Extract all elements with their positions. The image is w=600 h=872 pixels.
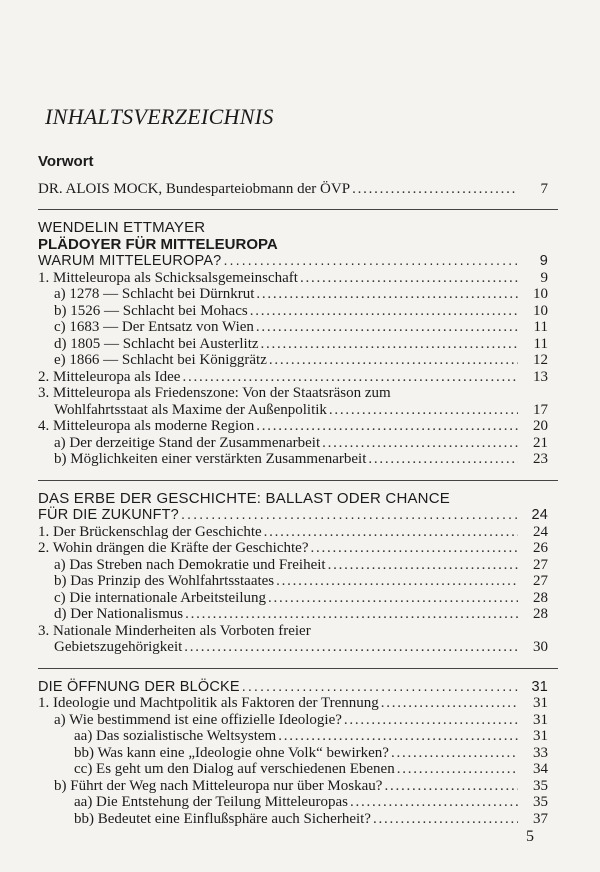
toc-entry-line: 3. Nationale Minderheiten als Vorboten freier <box>38 622 311 639</box>
toc-entry: aa) Die Entstehung der Teilung Mitteleuropas . . . 35 <box>38 794 548 811</box>
toc-entry: c) Die internationale Arbeitsteilung . . . 28 <box>38 590 548 607</box>
toc-entry: 1. Ideologie und Machtpolitik als Faktoren der Trennung . . . 31 <box>38 695 548 712</box>
toc-entry: a) Der derzeitige Stand der Zusammenarbeit . . . 21 <box>38 435 548 452</box>
toc-entry: a) Das Streben nach Demokratie und Freiheit . . . 27 <box>38 557 548 574</box>
toc-entry: c) 1683 — Der Entsatz von Wien . . . 11 <box>38 319 548 336</box>
toc-entry: 4. Mitteleuropa als moderne Region . . . 20 <box>38 418 548 435</box>
divider <box>38 480 558 481</box>
toc-entry: Gebietszugehörigkeit . . . 30 <box>38 639 548 656</box>
toc-entry: a) 1278 — Schlacht bei Dürnkrut . . . 10 <box>38 286 548 303</box>
toc-entry-chapter: WARUM MITTELEUROPA? . . . 9 <box>38 253 548 270</box>
toc-entry: b) Möglichkeiten einer verstärkten Zusammenarbeit . . . 23 <box>38 451 548 468</box>
divider <box>38 668 558 669</box>
toc-entry: b) Führt der Weg nach Mitteleuropa nur über Moskau? . . . 35 <box>38 778 548 795</box>
toc-entry-line: 3. Mitteleuropa als Friedenszone: Von der Staatsräson zum <box>38 385 391 401</box>
toc-entry: 2. Mitteleuropa als Idee . . . 13 <box>38 369 548 386</box>
toc-heading: INHALTSVERZEICHNIS <box>45 104 274 129</box>
toc-entry: b) Das Prinzip des Wohlfahrtsstaates . . . 27 <box>38 573 548 590</box>
toc-entry: d) Der Nationalismus . . . 28 <box>38 606 548 623</box>
toc-entry: 2. Wohin drängen die Kräfte der Geschichte? . . . 26 <box>38 540 548 557</box>
toc-entry: bb) Was kann eine „Ideologie ohne Volk“ bewirken? . . . 33 <box>38 745 548 762</box>
toc-entry: Wohlfahrtsstaat als Maxime der Außenpolitik . . . 17 <box>38 402 548 419</box>
vorwort-title: Vorwort <box>38 153 94 170</box>
toc-entry-chapter: DIE ÖFFNUNG DER BLÖCKE . . . 31 <box>38 679 548 696</box>
toc-entry: a) Wie bestimmend ist eine offizielle Ideologie? . . . 31 <box>38 712 548 729</box>
part1-author: WENDELIN ETTMAYER <box>38 219 206 236</box>
table-of-contents <box>38 154 548 827</box>
toc-entry-vorwort: DR. ALOIS MOCK, Bundesparteiobmann der ÖVP . . . 7 <box>38 181 548 198</box>
divider <box>38 209 558 210</box>
toc-entry: 1. Mitteleuropa als Schicksalsgemeinschaft . . . 9 <box>38 270 548 287</box>
toc-entry: 1. Der Brückenschlag der Geschichte . . . 24 <box>38 524 548 541</box>
toc-entry-line: DAS ERBE DER GESCHICHTE: BALLAST ODER CHANCE <box>38 489 450 507</box>
toc-entry-chapter: FÜR DIE ZUKUNFT? . . . 24 <box>38 507 548 524</box>
page-number: 5 <box>526 828 534 845</box>
toc-entry: b) 1526 — Schlacht bei Mohacs . . . 10 <box>38 303 548 320</box>
toc-entry: cc) Es geht um den Dialog auf verschiedenen Ebenen . . . 34 <box>38 761 548 778</box>
part1-title: PLÄDOYER FÜR MITTELEUROPA <box>38 235 278 253</box>
toc-entry: d) 1805 — Schlacht bei Austerlitz . . . 11 <box>38 336 548 353</box>
toc-entry: aa) Das sozialistische Weltsystem . . . 31 <box>38 728 548 745</box>
toc-entry: bb) Bedeutet eine Einflußsphäre auch Sicherheit? . . . 37 <box>38 811 548 828</box>
toc-entry: e) 1866 — Schlacht bei Königgrätz . . . 12 <box>38 352 548 369</box>
